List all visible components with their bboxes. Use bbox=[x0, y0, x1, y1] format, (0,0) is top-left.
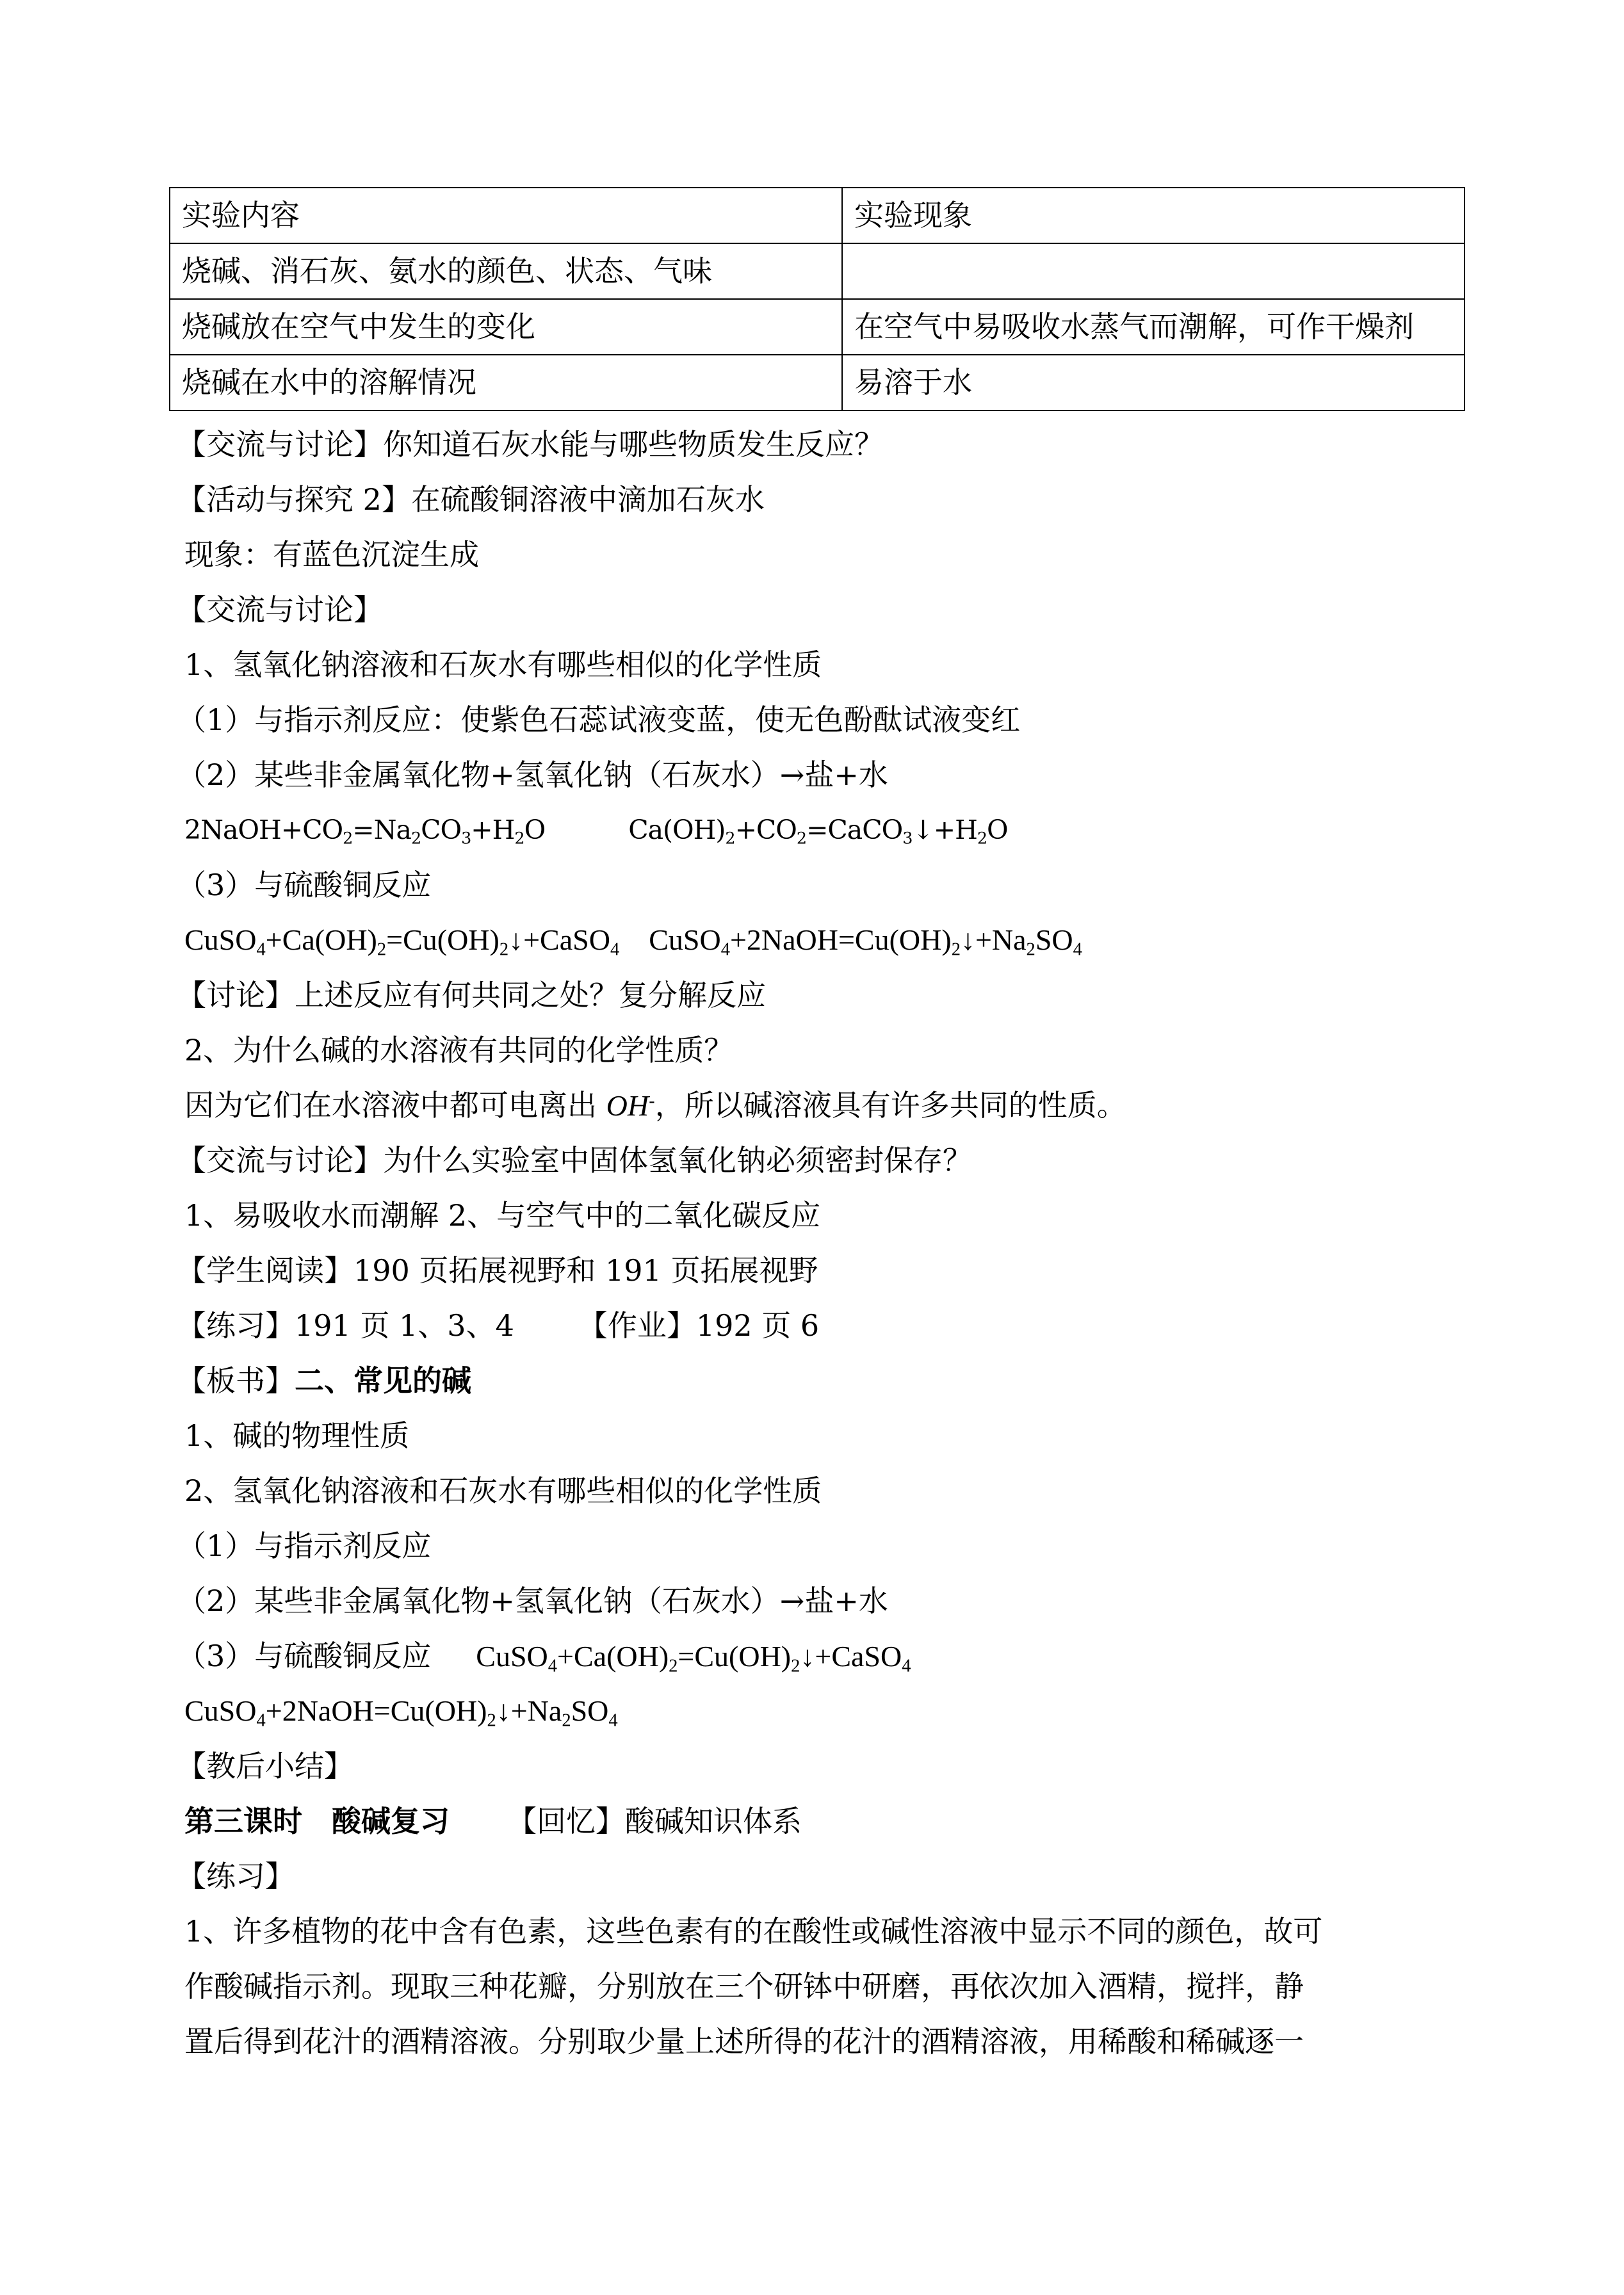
text-line bbox=[177, 1361, 471, 1400]
table-cell: 烧碱在水中的溶解情况 bbox=[170, 355, 842, 410]
table-header-row bbox=[170, 188, 1465, 243]
table-row bbox=[170, 299, 1465, 355]
text-line: 1、碱的物理性质 bbox=[184, 1418, 410, 1453]
text-line: 【活动与探究 2】在硫酸铜溶液中滴加石灰水 bbox=[177, 482, 765, 517]
table-cell: 在空气中易吸收水蒸气而潮解，可作干燥剂 bbox=[842, 299, 1465, 355]
table-cell: 烧碱放在空气中发生的变化 bbox=[170, 299, 842, 355]
text-line: 【交流与讨论】 bbox=[177, 592, 383, 627]
section-heading: 二、常见的碱 bbox=[295, 1363, 471, 1398]
text-line: （2）某些非金属氧化物+氢氧化钠（石灰水）→盐+水 bbox=[177, 758, 888, 792]
text-line: 【交流与讨论】为什么实验室中固体氢氧化钠必须密封保存？ bbox=[177, 1143, 972, 1178]
text-line: 现象：有蓝色沉淀生成 bbox=[184, 537, 479, 572]
text-span: ，所以碱溶液具有许多共同的性质。 bbox=[654, 1088, 1126, 1123]
text-line: （3）与硫酸铜反应 bbox=[177, 868, 432, 902]
text-line bbox=[177, 1306, 819, 1345]
text-line bbox=[177, 1637, 911, 1675]
text-line: 2、为什么碱的水溶液有共同的化学性质？ bbox=[184, 1033, 734, 1067]
ion-charge: - bbox=[649, 1091, 655, 1112]
text-line: 【交流与讨论】你知道石灰水能与哪些物质发生反应？ bbox=[177, 427, 884, 462]
text-line: （2）某些非金属氧化物+氢氧化钠（石灰水）→盐+水 bbox=[177, 1584, 888, 1618]
equation-line: $2NaOH+CO_2=Na_2CO_3+H_2O$ $Ca(OH)_2+CO_2=CaCO_3↓+H_2O$ bbox=[184, 815, 1008, 848]
text-span: 【练习】191 页 1、3、4 bbox=[177, 1308, 514, 1343]
text-line: 2、氢氧化钠溶液和石灰水有哪些相似的化学性质 bbox=[184, 1473, 822, 1508]
text-line bbox=[184, 1802, 802, 1840]
text-line: 【讨论】上述反应有何共同之处？复分解反应 bbox=[177, 978, 766, 1012]
table-row bbox=[170, 243, 1465, 299]
text-line: 【教后小结】 bbox=[177, 1749, 353, 1783]
table-row bbox=[170, 355, 1465, 410]
text-line: 【练习】 bbox=[177, 1859, 295, 1894]
equation-line: $CuSO_4+Ca(OH)_2=Cu(OH)_2↓+CaSO_4$ $CuSO_4+2NaOH=Cu(OH)_2↓+Na_2SO_4$ bbox=[184, 923, 1082, 960]
text-span: 【作业】192 页 6 bbox=[578, 1308, 820, 1343]
equation: $CuSO_4+Ca(OH)_2=Cu(OH)_2↓+CaSO_4$ bbox=[476, 1640, 911, 1676]
table-header-cell: 实验内容 bbox=[170, 188, 842, 243]
text-span: （3）与硫酸铜反应 bbox=[177, 1639, 432, 1673]
text-line: 1、许多植物的花中含有色素，这些色素有的在酸性或碱性溶液中显示不同的颜色，故可 bbox=[184, 1914, 1323, 1949]
text-line: 1、氢氧化钠溶液和石灰水有哪些相似的化学性质 bbox=[184, 647, 822, 682]
table-cell bbox=[842, 243, 1465, 299]
experiment-table bbox=[169, 187, 1465, 411]
text-line: 作酸碱指示剂。现取三种花瓣，分别放在三个研钵中研磨，再依次加入酒精，搅拌，静 bbox=[184, 1969, 1304, 2004]
text-line: 【学生阅读】190 页拓展视野和 191 页拓展视野 bbox=[177, 1253, 818, 1288]
text-line: 1、易吸收水而潮解 2、与空气中的二氧化碳反应 bbox=[184, 1198, 821, 1233]
table-header-cell: 实验现象 bbox=[842, 188, 1465, 243]
text-span: 【回忆】酸碱知识体系 bbox=[507, 1804, 802, 1838]
table-cell: 烧碱、消石灰、氨水的颜色、状态、气味 bbox=[170, 243, 842, 299]
hydroxide-ion: OH bbox=[606, 1089, 649, 1122]
text-line: （1）与指示剂反应 bbox=[177, 1529, 432, 1563]
equation-line: $CuSO_4+2NaOH=Cu(OH)_2↓+Na_2SO_4$ bbox=[184, 1694, 618, 1731]
text-span: 【板书】 bbox=[177, 1363, 295, 1398]
text-line: （1）与指示剂反应：使紫色石蕊试液变蓝，使无色酚酞试液变红 bbox=[177, 702, 1021, 737]
text-line: 置后得到花汁的酒精溶液。分别取少量上述所得的花汁的酒精溶液，用稀酸和稀碱逐一 bbox=[184, 2024, 1304, 2059]
text-span: 因为它们在水溶液中都可电离出 bbox=[184, 1088, 597, 1123]
table-cell: 易溶于水 bbox=[842, 355, 1465, 410]
text-line bbox=[184, 1086, 1126, 1124]
lesson-heading: 第三课时 酸碱复习 bbox=[184, 1804, 450, 1838]
